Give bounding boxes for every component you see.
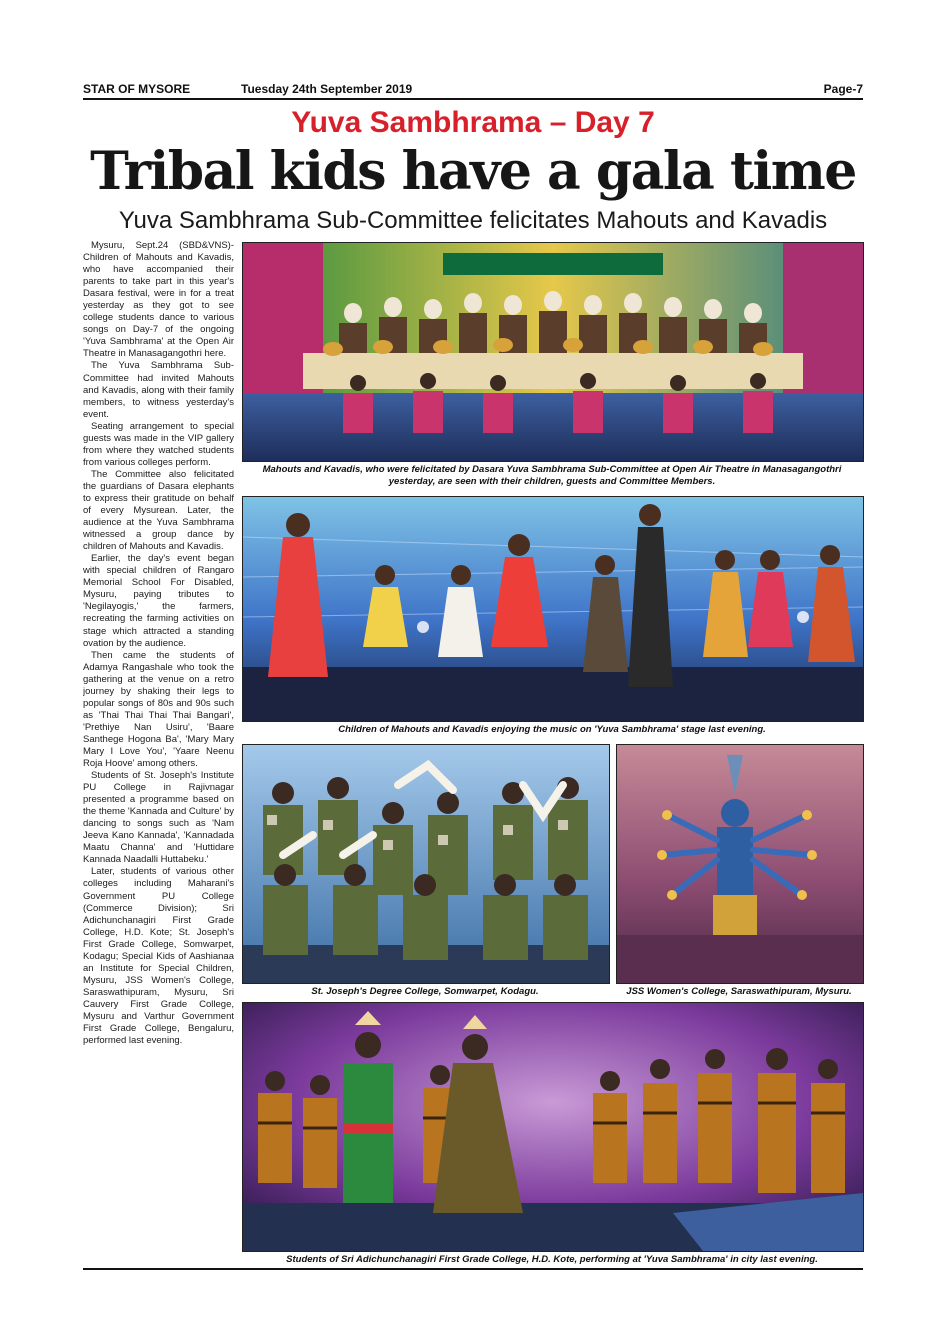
army-dance-graphic xyxy=(243,745,609,983)
masthead xyxy=(83,80,863,96)
sub-headline: Yuva Sambhrama Sub-Committee felicitates Mahouts and Kavadis xyxy=(118,207,828,234)
shiva-costume-image xyxy=(616,744,864,984)
group-photo-graphic xyxy=(243,243,863,461)
army-costume-dance-image xyxy=(242,744,610,984)
photo-caption: Mahouts and Kavadis, who were felicitated by Dasara Yuva Sambhrama Sub-Committee at Open Air Theatre in Manasagangothri yesterday, are seen with their children, guests and Committee Members. xyxy=(262,464,842,487)
body-paragraph: Students of St. Joseph's Institute PU College in Rajivnagar presented a programme based on the theme 'Kannada and Culture' by dancing to songs such as 'Nam Jeeva Kano Kannada', 'Kannadada Maatu Channa' and 'Huttidare Kannada Naadalli Huttabeku.' xyxy=(83,770,234,866)
body-paragraph: The Yuva Sambhrama Sub-Committee had invited Mahouts and Kavadis, along with their family members, to witness yesterday's event. xyxy=(83,360,234,420)
issue-date: Tuesday 24th September 2019 xyxy=(241,82,413,96)
shiva-costume-graphic xyxy=(617,745,863,983)
photo-caption: JSS Women's College, Saraswathipuram, Mysuru. xyxy=(626,986,852,997)
body-paragraph: Mysuru, Sept.24 (SBD&VNS)- Children of Mahouts and Kavadis, who have accompanied their parents to take part in this year's Dasara festival, were in for a treat yesterday as they got to see college students dance to various songs on Day-7 of the ongoing 'Yuva Sambhrama' at the Open Air Theatre in Manasagangothri here. xyxy=(83,240,234,360)
body-paragraph: Seating arrangement to special guests was made in the VIP gallery from where they watched students from various colleges perform. xyxy=(83,420,234,468)
group-photo-image xyxy=(242,242,864,462)
body-paragraph: The Committee also felicitated the guardians of Dasara elephants to express their gratitude on behalf of every Mysurean. Later, the audience at the Yuva Sambhrama witnessed a group dance by children of Mahouts and Kavadis. xyxy=(83,468,234,553)
photo-caption: St. Joseph's Degree College, Somwarpet, Kodagu. xyxy=(311,986,539,997)
tribal-dance-image xyxy=(242,1002,864,1252)
tribal-dance-graphic xyxy=(243,1003,863,1251)
newspaper-name: STAR OF MYSORE xyxy=(83,82,191,96)
children-dance-graphic xyxy=(243,497,863,721)
body-paragraph: Later, students of various other colleges including Maharani's Government PU College (Commerce Division); Sri Adichunchanagiri First Grade College, H.D. Kote; St. Joseph's First Grade College, Somwarpet, Kodagu; Special Kids of Aashianaa an Institute for Special Children, Mysuru, JSS Women's College, Saraswathipuram, Mysuru, Sri Cauvery First Grade College, Mysuru and Varthur Government First Grade College, Bengaluru, performed last evening. xyxy=(83,866,234,1047)
masthead-rule xyxy=(83,98,863,100)
page-number: Page-7 xyxy=(823,82,863,96)
body-paragraph: Earlier, the day's event began with special children of Rangaro Memorial School For Disabled, Mysuru, paying tributes to 'Negilayogis,' the farmers, recreating the farming activities on stage which attracted a standing ovation by the audience. xyxy=(83,553,234,649)
main-headline: Tribal kids have a gala time xyxy=(90,141,856,202)
footer-rule xyxy=(83,1268,863,1270)
children-dance-image xyxy=(242,496,864,722)
article-body xyxy=(83,240,234,1268)
body-paragraph: Then came the students of Adamya Rangashale who took the gathering at the venue on a retro journey by shaking their legs to popular songs of 80s and 90s such as 'Thai Thai Thai Thai Bangari', 'Prethiye Nan Usiru', 'Baare Santhege Hogona Ba', 'Mary Mary Mary I Love You', 'Yaare Neenu Roja Hoove' among others. xyxy=(83,649,234,770)
photo-caption: Students of Sri Adichunchanagiri First Grade College, H.D. Kote, performing at 'Yuva Sambhrama' in city last evening. xyxy=(286,1254,818,1265)
photo-caption: Children of Mahouts and Kavadis enjoying the music on 'Yuva Sambhrama' stage last evening. xyxy=(338,724,766,735)
kicker-headline: Yuva Sambhrama – Day 7 xyxy=(291,106,655,139)
